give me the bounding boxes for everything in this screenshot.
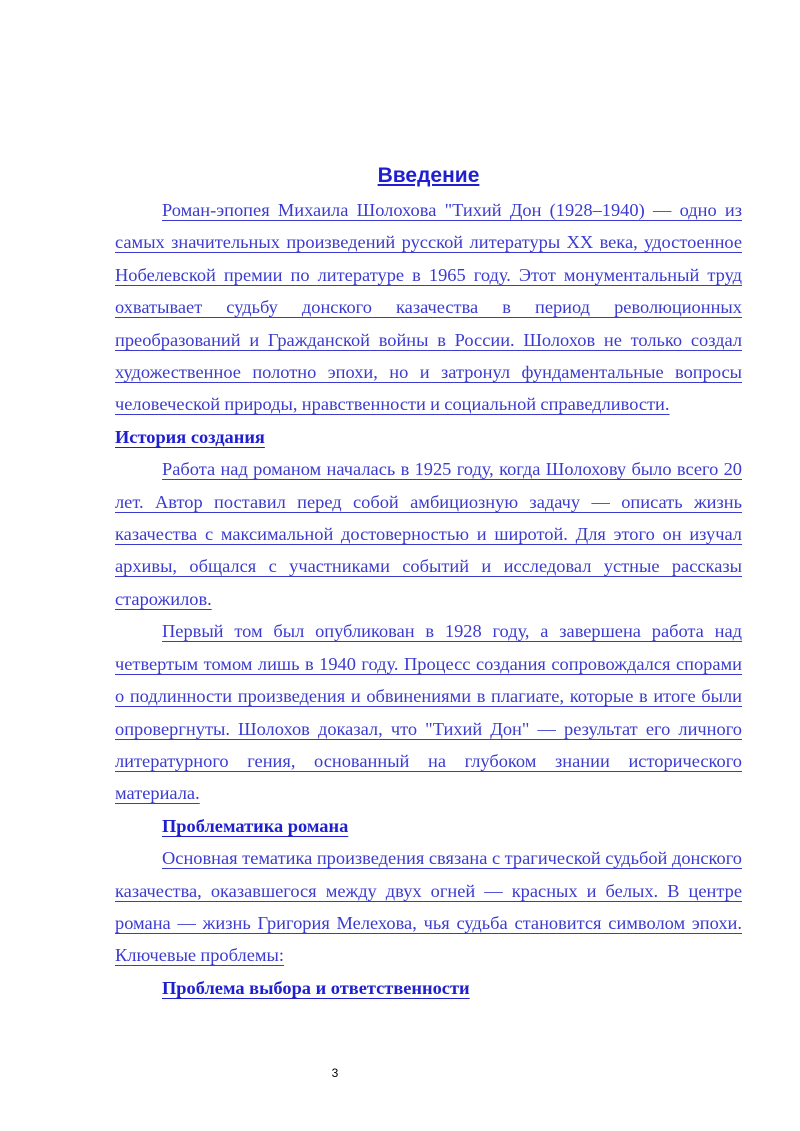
choice-heading: Проблема выбора и ответственности bbox=[162, 977, 470, 998]
document-page bbox=[115, 160, 742, 1004]
history-heading: История создания bbox=[115, 426, 265, 447]
page-number: 3 bbox=[331, 1066, 339, 1080]
problems-heading: Проблематика романа bbox=[162, 815, 349, 836]
history-paragraph-1: Работа над романом началась в 1925 году, когда Шолохову было всего 20 лет. Автор поставил перед собой амбициозную задачу — описать жизнь казачества с максимальной достоверностью и широтой. Для этого он изучал архивы, общался с участниками событий и исследовал устные рассказы старожилов. bbox=[115, 459, 742, 609]
intro-paragraph: Роман-эпопея Михаила Шолохова "Тихий Дон (1928–1940) — одно из самых значительных произведений русской литературы XX века, удостоенное Нобелевской премии по литературе в 1965 году. Этот монументальный труд охватывает судьбу донского казачества в период революционных преобразований и Гражданской войны в России. Шолохов не только создал художественное полотно эпохи, но и затронул фундаментальные вопросы человеческой природы, нравственности и социальной справедливости. bbox=[115, 200, 742, 415]
page-title: Введение bbox=[377, 164, 480, 187]
history-paragraph-2: Первый том был опубликован в 1928 году, а завершена работа над четвертым томом лишь в 1940 году. Процесс создания сопровождался спорами о подлинности произведения и обвинениями в плагиате, которые в итоге были опровергнуты. Шолохов доказал, что "Тихий Дон" — результат его личного литературного гения, основанный на глубоком знании исторического материала. bbox=[115, 621, 742, 804]
problems-paragraph: Основная тематика произведения связана с трагической судьбой донского казачества, оказавшегося между двух огней — красных и белых. В центре романа — жизнь Григория Мелехова, чья судьба становится символом эпохи. Ключевые проблемы: bbox=[115, 848, 742, 966]
